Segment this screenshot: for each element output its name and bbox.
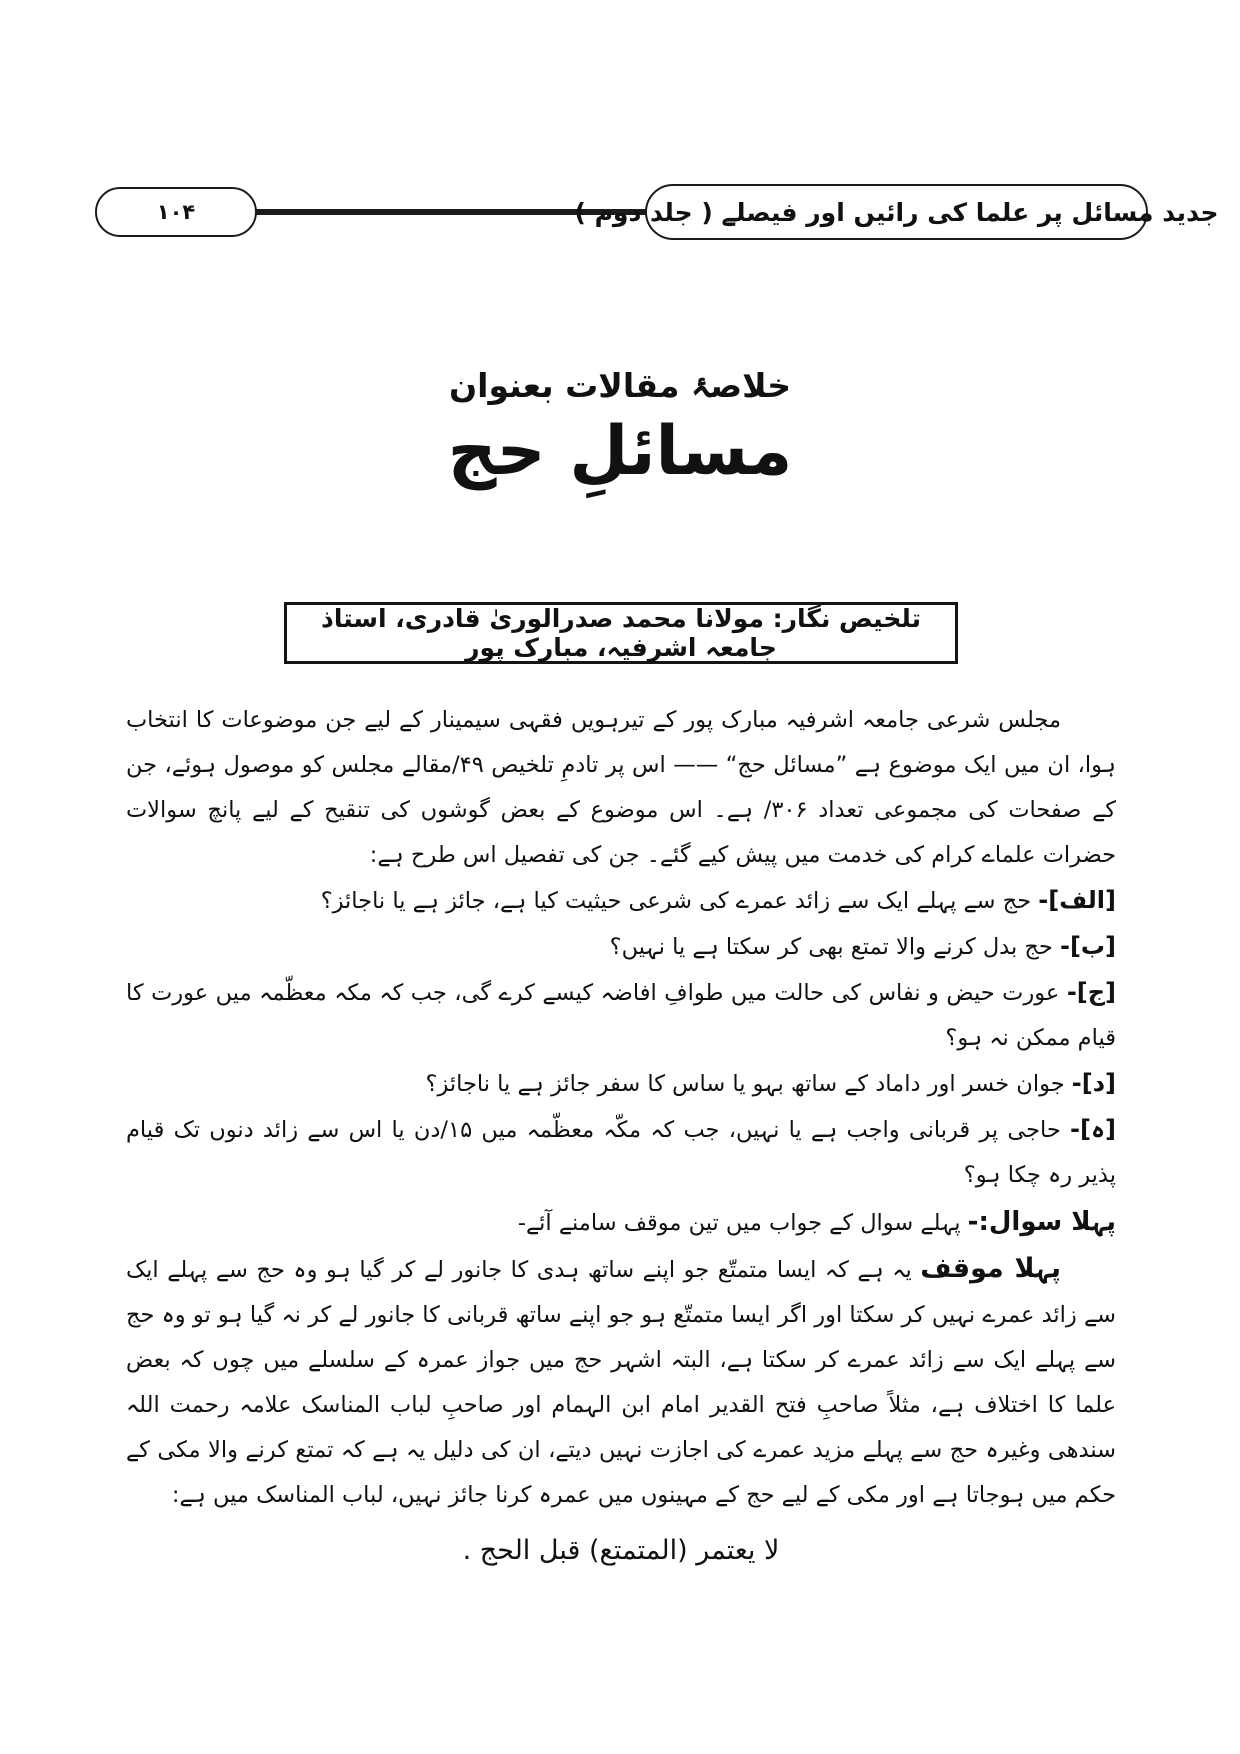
question-label: [ب]- [1059, 932, 1116, 960]
question-label: [ج]- [1066, 978, 1117, 1006]
question-item-jim [126, 970, 1116, 1061]
question-label: [ہ]- [1070, 1115, 1116, 1143]
body-text [126, 698, 1116, 1576]
book-title: جدید مسائل پر علما کی رائیں اور فیصلے ( جلد دوم ) [574, 197, 1219, 227]
chapter-kicker: خلاصۂ مقالات بعنوان [448, 366, 791, 405]
page-number-pill [95, 187, 257, 237]
question-label: [د]- [1071, 1069, 1116, 1097]
question-item-be [126, 924, 1116, 970]
question-text: عورت حیض و نفاس کی حالت میں طوافِ افاضہ کیسے کرے گی، جب کہ مکہ معظّمہ میں عورت کا قیام ممکن نہ ہو؟ [126, 980, 1116, 1051]
page-number: ۱۰۴ [156, 200, 196, 224]
question-item-he [126, 1107, 1116, 1198]
first-stance-paragraph [126, 1246, 1116, 1518]
first-question-line [126, 1200, 1116, 1246]
question-text: حاجی پر قربانی واجب ہے یا نہیں، جب کہ مکّہ معظّمہ میں ۱۵/دن یا اس سے زائد دنوں تک قیام پذیر رہ چکا ہو؟ [126, 1117, 1116, 1188]
byline-text: تلخیص نگار: مولانا محمد صدرالورىٰ قادری، استاذ جامعہ اشرفیہ، مبارک پور [321, 604, 921, 662]
question-label: [الف]- [1038, 886, 1116, 914]
book-title-pill [574, 184, 1219, 240]
question-item-alif [126, 878, 1116, 924]
first-question-text: پہلے سوال کے جواب میں تین موقف سامنے آئے- [517, 1210, 961, 1236]
byline-box [284, 602, 958, 664]
question-item-dal [126, 1061, 1116, 1107]
first-question-label: پہلا سوال:- [967, 1207, 1116, 1237]
question-text: جوان خسر اور داماد کے ساتھ بہو یا ساس کا سفر جائز ہے یا ناجائز؟ [425, 1071, 1065, 1097]
question-list [126, 878, 1116, 1198]
chapter-title: مسائلِ حج [447, 412, 793, 491]
first-stance-label: پہلا موقف [920, 1253, 1062, 1284]
question-text: حج بدل کرنے والا تمتع بھی کر سکتا ہے یا نہیں؟ [609, 934, 1053, 960]
first-stance-text: یہ ہے کہ ایسا متمتّع جو اپنے ساتھ ہدی کا جانور لے کر گیا ہو وہ حج سے پہلے ایک سے زائد عمرے نہیں کر سکتا اور اگر ایسا متمتّع ہو جو اپنے ساتھ قربانی کا جانور لے کر نہ گیا ہو تو وہ حج سے پہلے ایک سے زائد عمرے کر سکتا ہے، البتہ اشہر حج میں جواز عمرہ کے سلسلے میں چوں کہ بعض علما کا اختلاف ہے، مثلاً صاحبِ فتح القدیر امام ابن الہمام اور صاحبِ لباب المناسک علامہ رحمت اللہ سندھی وغیرہ حج سے پہلے مزید عمرے کی اجازت نہیں دیتے، ان کی دلیل یہ ہے کہ تمتع کرنے والا مکی کے حکم میں ہوجاتا ہے اور مکی کے لیے حج کے مہینوں میں عمرہ کرنا جائز نہیں، لباب المناسک میں ہے: [126, 1257, 1116, 1508]
question-text: حج سے پہلے ایک سے زائد عمرے کی شرعی حیثیت کیا ہے، جائز ہے یا ناجائز؟ [320, 888, 1032, 914]
arabic-quote: لا يعتمر (المتمتع) قبل الحج . [462, 1535, 780, 1566]
intro-paragraph: مجلس شرعی جامعہ اشرفیہ مبارک پور کے تیرہویں فقہی سیمینار کے لیے جن موضوعات کا انتخاب ہوا، ان میں ایک موضوع ہے ”مسائل حج“ —— اس پر تادمِ تلخیص ۴۹/مقالے مجلس کو موصول ہوئے، جن کے صفحات کی مجموعی تعداد ۳۰۶/ ہے۔ اس موضوع کے بعض گوشوں کی تنقیح کے لیے پانچ سوالات حضرات علماے کرام کی خدمت میں پیش کیے گئے۔ جن کی تفصیل اس طرح ہے: [126, 707, 1116, 868]
